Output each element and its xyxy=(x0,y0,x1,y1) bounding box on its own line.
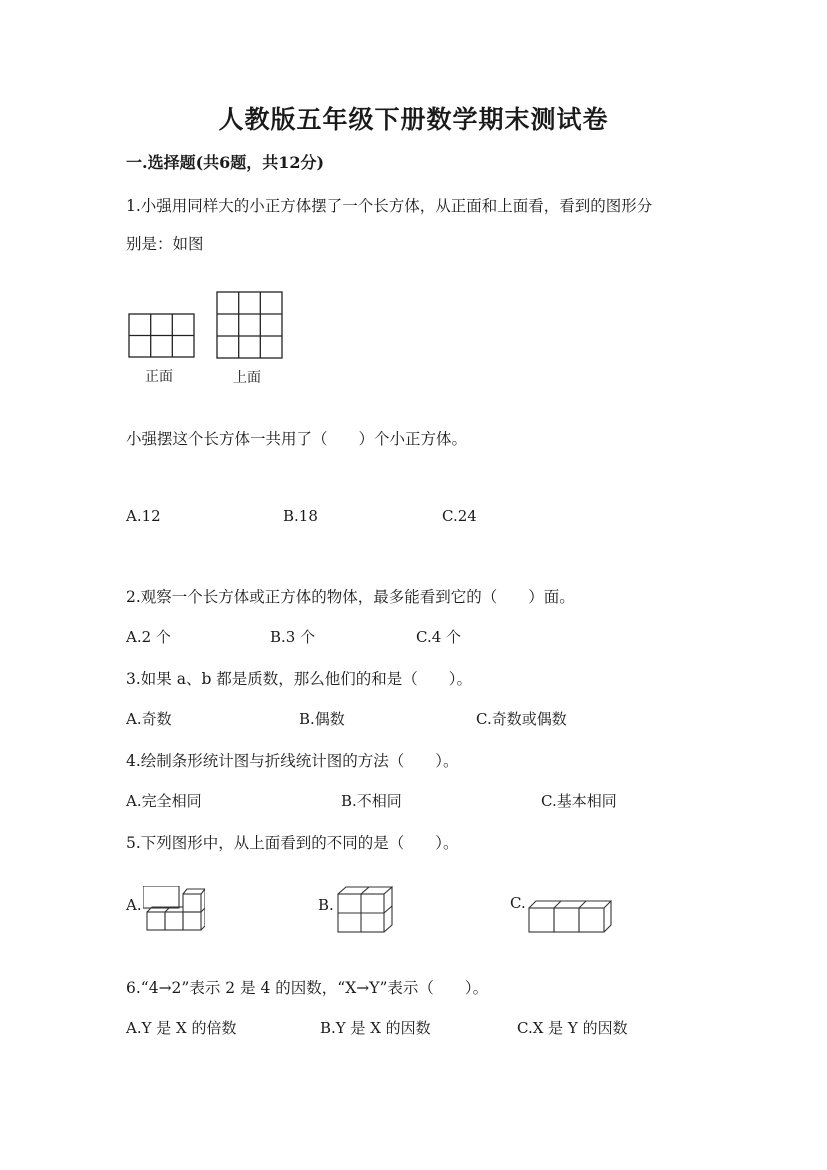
q1-option-a: A.12 xyxy=(126,507,161,525)
q5-option-b: B. xyxy=(318,896,334,914)
section-heading: 一.选择题(共6题，共12分) xyxy=(126,153,325,172)
q2-option-a: A.2 个 xyxy=(126,628,171,646)
q4-option-c: C.基本相同 xyxy=(541,792,617,810)
q5-option-a: A. xyxy=(126,896,142,914)
q4-option-b: B.不相同 xyxy=(341,792,402,810)
top-view-grid xyxy=(216,291,284,360)
top-view-caption: 上面 xyxy=(233,370,261,386)
q3-option-a: A.奇数 xyxy=(126,710,172,728)
q2-text: 2.观察一个长方体或正方体的物体，最多能看到它的（ ）面。 xyxy=(126,588,575,606)
q5-option-c: C. xyxy=(510,894,526,912)
q4-option-a: A.完全相同 xyxy=(126,792,202,810)
q1-option-b: B.18 xyxy=(283,507,318,525)
q1-text-line2: 别是：如图 xyxy=(126,235,204,253)
q6-option-a: A.Y 是 X 的倍数 xyxy=(126,1019,237,1037)
q5-figure-b xyxy=(337,886,393,934)
q1-text-line1: 1.小强用同样大的小正方体摆了一个长方体，从正面和上面看，看到的图形分 xyxy=(126,197,653,215)
q6-text: 6.“4→2”表示 2 是 4 的因数，“X→Y”表示（ ）。 xyxy=(126,979,489,997)
q2-option-c: C.4 个 xyxy=(416,628,462,646)
q6-option-c: C.X 是 Y 的因数 xyxy=(517,1019,628,1037)
q5-text: 5.下列图形中，从上面看到的不同的是（ ）。 xyxy=(126,834,459,852)
q5-figure-a xyxy=(143,886,205,932)
q3-option-b: B.偶数 xyxy=(299,710,345,728)
page-title: 人教版五年级下册数学期末测试卷 xyxy=(218,105,609,134)
q3-option-c: C.奇数或偶数 xyxy=(476,710,567,728)
front-view-grid xyxy=(128,313,196,359)
q1-option-c: C.24 xyxy=(442,507,477,525)
q2-option-b: B.3 个 xyxy=(270,628,316,646)
q5-figure-c xyxy=(528,900,612,934)
front-view-caption: 正面 xyxy=(145,369,173,385)
q1-question: 小强摆这个长方体一共用了（ ）个小正方体。 xyxy=(126,430,468,448)
q4-text: 4.绘制条形统计图与折线统计图的方法（ ）。 xyxy=(126,752,459,770)
q3-text: 3.如果 a、b 都是质数，那么他们的和是（ ）。 xyxy=(126,670,473,688)
q6-option-b: B.Y 是 X 的因数 xyxy=(320,1019,431,1037)
